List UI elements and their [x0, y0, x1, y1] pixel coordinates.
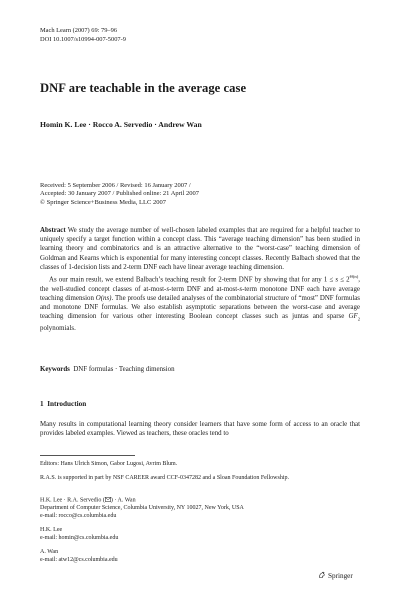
section-number: 1 — [40, 400, 44, 408]
abstract-label: Abstract — [40, 227, 66, 234]
wan-block — [40, 549, 360, 565]
abstract-paragraph-2: As our main result, we extend Balbach’s teaching result for 2-term DNF by showing that for any $1 \le s \le 2^{\Theta(n)}$, the well-studied concept classes of at-most-s-term DNF and at-most-s-term monotone DNF each have average teaching dimension O(ns). The proofs use detailed analyses of the combinatorial structure of “most” DNF formulas and monotone DNF formulas. We also establish asymptotic separations between the worst-case and average teaching dimension for various other interesting Boolean concept classes such as juntas and sparse $GF_2$ polynomials. — [40, 274, 360, 332]
keywords-label: Keywords — [40, 366, 70, 373]
lee-block — [40, 527, 360, 543]
affiliation-department: Department of Computer Science, Columbia University, NY 10027, New York, USA — [40, 505, 244, 512]
author-list: Homin K. Lee · Rocco A. Servedio · Andrew Wan — [40, 120, 202, 129]
affiliation-names: H.K. Lee · R.A. Servedio ( ) · A. Wan — [40, 497, 136, 504]
journal-citation: Mach Learn (2007) 69: 79–96 — [40, 27, 118, 34]
lee-name: H.K. Lee — [40, 527, 63, 533]
wan-email[interactable]: e-mail: atw12@cs.columbia.edu — [40, 556, 118, 563]
footnote-editors: Editors: Hans Ulrich Simon, Gabor Lugosi, Avrim Blum. — [40, 461, 178, 467]
abstract-block — [40, 226, 360, 333]
springer-horse-icon — [318, 571, 326, 579]
footnote-support: R.A.S. is supported in part by NSF CAREER award CCF-0347282 and a Sloan Foundation Fellowship. — [40, 475, 289, 481]
copyright-line: © Springer Science+Business Media, LLC 2007 — [40, 198, 166, 206]
affiliation-block — [40, 497, 360, 521]
keywords-text: DNF formulas · Teaching dimension — [73, 366, 175, 373]
corresponding-email[interactable]: e-mail: rocco@cs.columbia.edu — [40, 513, 117, 520]
keywords — [40, 366, 175, 373]
abstract-paragraph-1: Abstract We study the average number of well-chosen labeled examples that are required for a helpful teacher to uniquely specify a target function within a concept class. This “average teaching dimension” has been studied in learning theory and combinatorics and is an attractive alternative to the “worst-case” teaching dimension of Goldman and Kearns which is exponential for many interesting concept classes. Recently Balbach showed that the classes of 1-decision lists and 2-term DNF each have linear average teaching dimension. — [40, 227, 360, 271]
wan-name: A. Wan — [40, 549, 59, 555]
copyright-icon: © — [40, 198, 47, 206]
publisher-name: Springer — [328, 572, 353, 580]
doi: DOI 10.1007/s10994-007-5007-9 — [40, 35, 126, 43]
publisher-logo — [318, 571, 353, 580]
section-heading — [40, 400, 86, 408]
journal-header — [40, 27, 126, 44]
section-title: Introduction — [47, 400, 87, 408]
dates-line-2: Accepted: 30 January 2007 / Published online: 21 April 2007 — [40, 190, 200, 198]
publication-dates — [40, 182, 199, 207]
footnote-rule — [40, 455, 135, 456]
introduction-text: Many results in computational learning theory consider learners that have some form of access to an oracle that provides labeled examples. Viewed as teachers, these oracles tend to — [40, 421, 360, 438]
paper-title: DNF are teachable in the average case — [40, 81, 247, 95]
dates-line-1: Received: 5 September 2006 / Revised: 16 January 2007 / — [40, 182, 191, 189]
lee-email[interactable]: e-mail: homin@cs.columbia.edu — [40, 534, 119, 541]
